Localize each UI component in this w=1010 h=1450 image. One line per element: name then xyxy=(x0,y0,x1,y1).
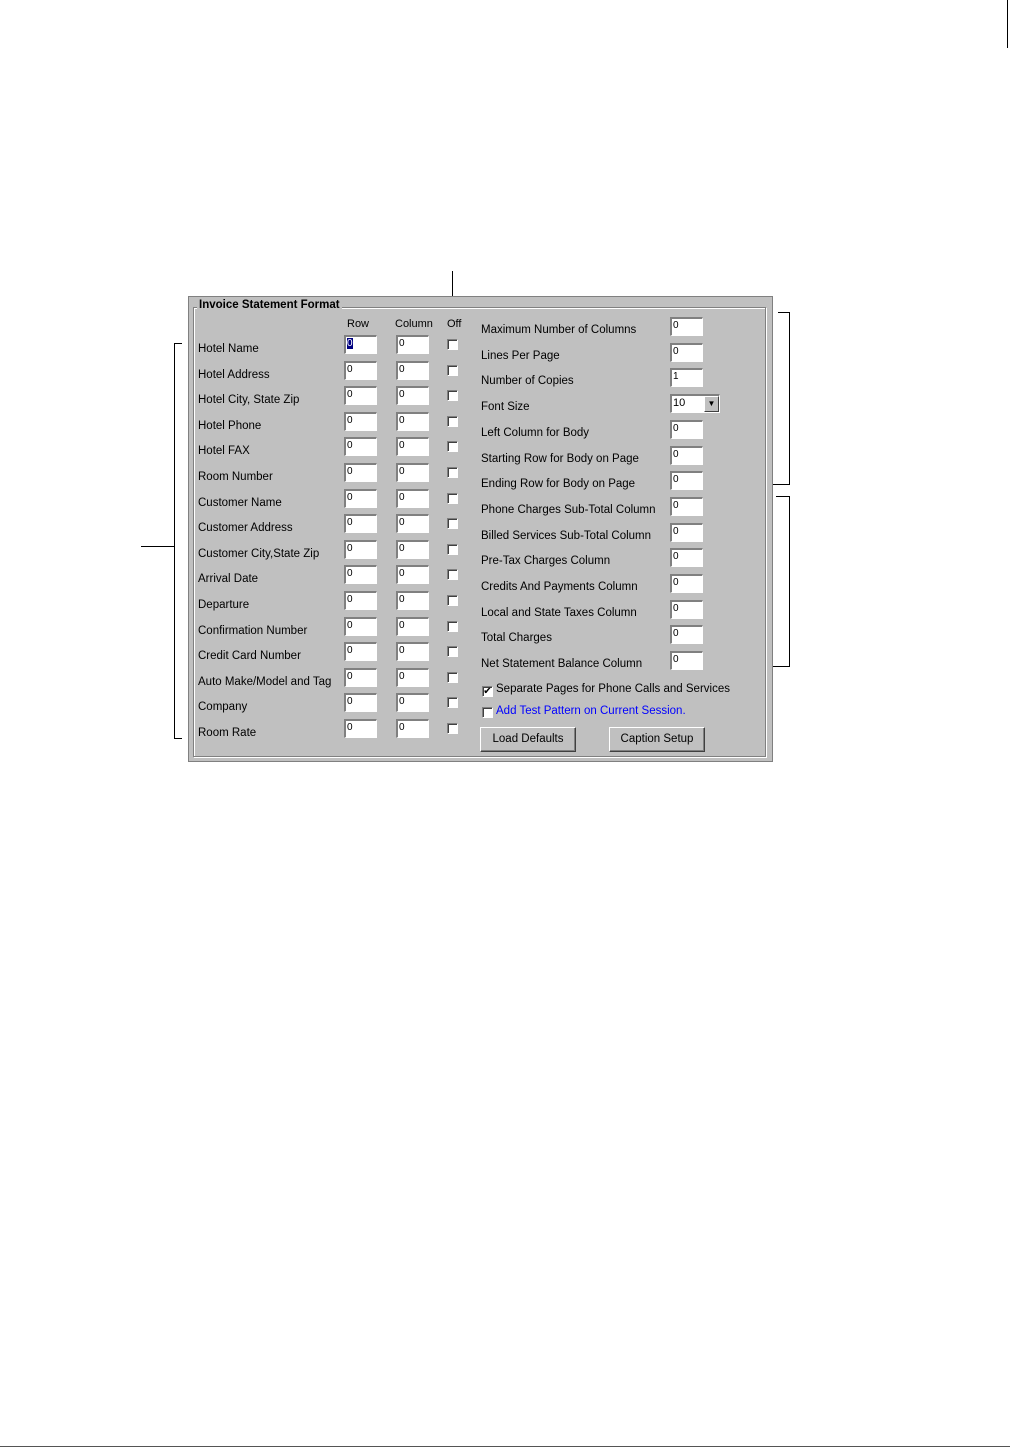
font-size-value: 10 xyxy=(673,397,686,409)
group-title: Invoice Statement Format xyxy=(199,299,340,311)
setting-label: Phone Charges Sub-Total Column xyxy=(481,504,656,516)
header-column: Column xyxy=(395,318,433,330)
field-row-input[interactable]: 0 xyxy=(344,412,377,431)
setting-input[interactable]: 0 xyxy=(670,548,703,567)
field-label: Arrival Date xyxy=(198,573,259,585)
field-column-input[interactable]: 0 xyxy=(396,463,429,482)
setting-label: Starting Row for Body on Page xyxy=(481,453,639,465)
header-off: Off xyxy=(447,318,462,330)
setting-input[interactable]: 0 xyxy=(670,343,703,362)
field-column-input[interactable]: 0 xyxy=(396,591,429,610)
setting-label: Font Size xyxy=(481,401,530,413)
field-off-checkbox[interactable] xyxy=(447,723,458,734)
field-row-input[interactable]: 0 xyxy=(344,489,377,508)
callout-left-bracket-leader xyxy=(141,546,175,547)
field-label: Room Number xyxy=(198,471,273,483)
field-off-checkbox[interactable] xyxy=(447,339,458,350)
field-off-checkbox[interactable] xyxy=(447,621,458,632)
right-bracket-2-bottom xyxy=(773,666,790,667)
field-column-input[interactable]: 0 xyxy=(396,514,429,533)
field-row-input[interactable]: 0 xyxy=(344,693,377,712)
field-row-input[interactable]: 0 xyxy=(344,386,377,405)
right-bracket-1-top xyxy=(778,312,790,313)
dropdown-arrow-icon[interactable]: ▼ xyxy=(704,396,719,412)
right-bracket-1-vertical xyxy=(789,312,790,485)
field-off-checkbox[interactable] xyxy=(447,646,458,657)
field-label: Departure xyxy=(198,599,250,611)
field-row-input[interactable]: 0 xyxy=(344,668,377,687)
field-column-input[interactable]: 0 xyxy=(396,540,429,559)
setting-label: Credits And Payments Column xyxy=(481,581,638,593)
left-bracket-vertical xyxy=(174,343,175,739)
setting-input[interactable]: 0 xyxy=(670,497,703,516)
field-row-input[interactable]: 0 xyxy=(344,514,377,533)
field-off-checkbox[interactable] xyxy=(447,365,458,376)
left-bracket-top xyxy=(174,343,182,344)
field-label: Confirmation Number xyxy=(198,625,308,637)
field-off-checkbox[interactable] xyxy=(447,390,458,401)
setting-input[interactable]: 0 xyxy=(670,317,703,336)
setting-input[interactable]: 0 xyxy=(670,523,703,542)
setting-label: Number of Copies xyxy=(481,375,574,387)
setting-input[interactable]: 0 xyxy=(670,471,703,490)
load-defaults-button[interactable]: Load Defaults xyxy=(480,727,576,752)
field-label: Hotel Address xyxy=(198,369,270,381)
separate-pages-label: Separate Pages for Phone Calls and Services xyxy=(496,683,730,695)
setting-label: Billed Services Sub-Total Column xyxy=(481,530,652,542)
field-off-checkbox[interactable] xyxy=(447,467,458,478)
right-bracket-2-vertical xyxy=(789,496,790,667)
field-off-checkbox[interactable] xyxy=(447,595,458,606)
field-column-input[interactable]: 0 xyxy=(396,489,429,508)
separate-pages-checkbox[interactable] xyxy=(482,686,493,697)
field-off-checkbox[interactable] xyxy=(447,544,458,555)
footer-rule xyxy=(0,1446,1010,1447)
setting-label: Total Charges xyxy=(481,632,552,644)
field-label: Credit Card Number xyxy=(198,650,301,662)
setting-label: Left Column for Body xyxy=(481,427,590,439)
right-bracket-1-bottom xyxy=(773,484,790,485)
field-label: Customer Address xyxy=(198,522,293,534)
field-column-input[interactable]: 0 xyxy=(396,617,429,636)
field-column-input[interactable]: 0 xyxy=(396,668,429,687)
field-off-checkbox[interactable] xyxy=(447,569,458,580)
field-row-input[interactable]: 0 xyxy=(344,540,377,559)
field-off-checkbox[interactable] xyxy=(447,518,458,529)
test-pattern-label: Add Test Pattern on Current Session. xyxy=(496,705,686,717)
field-label: Company xyxy=(198,701,248,713)
field-row-input[interactable]: 0 xyxy=(344,565,377,584)
setting-label: Local and State Taxes Column xyxy=(481,607,637,619)
field-column-input[interactable]: 0 xyxy=(396,719,429,738)
test-pattern-checkbox[interactable] xyxy=(482,707,493,718)
field-off-checkbox[interactable] xyxy=(447,441,458,452)
invoice-statement-format-dialog xyxy=(188,296,773,762)
setting-input[interactable]: 0 xyxy=(670,651,703,670)
field-label: Customer City,State Zip xyxy=(198,548,320,560)
top-right-divider xyxy=(1007,0,1008,48)
field-row-input[interactable]: 0 xyxy=(344,463,377,482)
field-column-input[interactable]: 0 xyxy=(396,412,429,431)
field-label: Room Rate xyxy=(198,727,257,739)
setting-input[interactable]: 0 xyxy=(670,574,703,593)
font-size-select[interactable] xyxy=(670,394,720,413)
field-row-input[interactable]: 0 xyxy=(344,642,377,661)
field-off-checkbox[interactable] xyxy=(447,416,458,427)
setting-label: Pre-Tax Charges Column xyxy=(481,555,611,567)
field-label: Hotel FAX xyxy=(198,445,250,457)
setting-input[interactable]: 0 xyxy=(670,600,703,619)
setting-label: Maximum Number of Columns xyxy=(481,324,637,336)
field-off-checkbox[interactable] xyxy=(447,697,458,708)
header-row: Row xyxy=(347,318,370,330)
field-column-input[interactable]: 0 xyxy=(396,642,429,661)
check-mark-icon: ✔ xyxy=(483,686,492,697)
field-label: Hotel Phone xyxy=(198,420,262,432)
field-row-input[interactable]: 0 xyxy=(344,617,377,636)
setting-input[interactable]: 0 xyxy=(670,420,703,439)
field-label: Auto Make/Model and Tag xyxy=(198,676,332,688)
setting-input[interactable]: 0 xyxy=(670,625,703,644)
field-row-input[interactable]: 0 xyxy=(344,591,377,610)
field-label: Customer Name xyxy=(198,497,282,509)
field-off-checkbox[interactable] xyxy=(447,493,458,504)
field-row-input[interactable]: 0 xyxy=(344,719,377,738)
left-bracket-bottom xyxy=(174,738,182,739)
setting-input[interactable]: 1 xyxy=(670,368,703,387)
field-column-input[interactable]: 0 xyxy=(396,386,429,405)
setting-label: Net Statement Balance Column xyxy=(481,658,643,670)
field-column-input[interactable]: 0 xyxy=(396,361,429,380)
field-column-input[interactable]: 0 xyxy=(396,335,429,354)
field-row-input[interactable]: 0 xyxy=(344,335,377,354)
field-label: Hotel Name xyxy=(198,343,259,355)
setting-input[interactable]: 0 xyxy=(670,446,703,465)
field-label: Hotel City, State Zip xyxy=(198,394,300,406)
field-column-input[interactable]: 0 xyxy=(396,565,429,584)
field-row-input[interactable]: 0 xyxy=(344,361,377,380)
field-off-checkbox[interactable] xyxy=(447,672,458,683)
right-bracket-2-top xyxy=(776,496,790,497)
setting-label: Ending Row for Body on Page xyxy=(481,478,636,490)
caption-setup-button[interactable]: Caption Setup xyxy=(609,727,705,752)
field-column-input[interactable]: 0 xyxy=(396,693,429,712)
field-column-input[interactable]: 0 xyxy=(396,437,429,456)
field-row-input[interactable]: 0 xyxy=(344,437,377,456)
setting-label: Lines Per Page xyxy=(481,350,560,362)
